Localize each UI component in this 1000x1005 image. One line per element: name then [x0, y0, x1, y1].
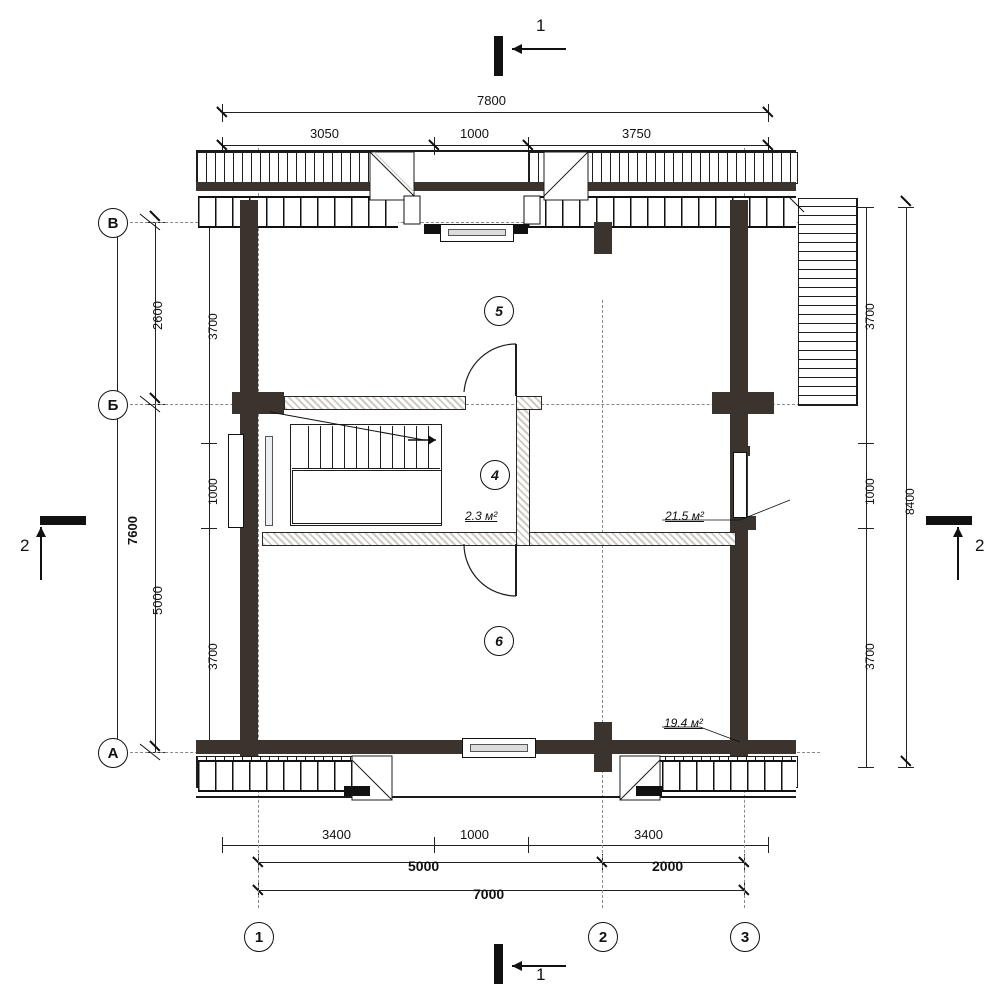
section-label-right: 2	[975, 536, 985, 555]
area-label-4: 2.3 м²	[465, 509, 498, 523]
room-tag-6-label: 6	[495, 633, 503, 649]
dim-right-1000: 1000	[863, 478, 877, 505]
section-label-bottom: 1	[536, 965, 546, 984]
dim-bottom-5000: 5000	[408, 858, 440, 874]
dim-left-5000: 5000	[150, 586, 165, 615]
axis-label-v: В	[107, 214, 119, 232]
dim-bottom-2000: 2000	[652, 858, 684, 874]
dim-right-3700-bot: 3700	[863, 643, 877, 670]
dim-bottom-overall: 7000	[473, 886, 505, 902]
dim-top-3050: 3050	[310, 126, 339, 141]
dim-bottom-3400-left: 3400	[322, 827, 351, 842]
dim-top-1000: 1000	[460, 126, 489, 141]
dim-left-2600: 2600	[150, 301, 165, 330]
dim-left-overall: 7600	[125, 516, 140, 545]
dim-bottom-3400-right: 3400	[634, 827, 663, 842]
axis-label-2: 2	[598, 928, 608, 946]
axis-label-3: 3	[740, 928, 750, 946]
area-label-bottom: 19.4 м²	[664, 716, 703, 730]
axis-label-b: Б	[107, 396, 119, 414]
dim-right-overall: 8400	[903, 488, 917, 515]
dim-top-3750: 3750	[622, 126, 651, 141]
room-tag-4-label: 4	[491, 467, 499, 483]
axis-label-a: А	[107, 744, 119, 762]
dim-left-inner-3700-bot: 3700	[206, 643, 220, 670]
area-label-right: 21.5 м²	[665, 509, 704, 523]
section-label-top: 1	[536, 16, 546, 35]
dim-left-inner-1000: 1000	[206, 478, 220, 505]
section-label-left: 2	[20, 536, 30, 555]
dim-right-3700-top: 3700	[863, 303, 877, 330]
dim-top-overall: 7800	[477, 93, 506, 108]
dim-bottom-1000: 1000	[460, 827, 489, 842]
dim-left-inner-3700-top: 3700	[206, 313, 220, 340]
axis-label-1: 1	[254, 928, 264, 946]
room-tag-5-label: 5	[495, 303, 503, 319]
